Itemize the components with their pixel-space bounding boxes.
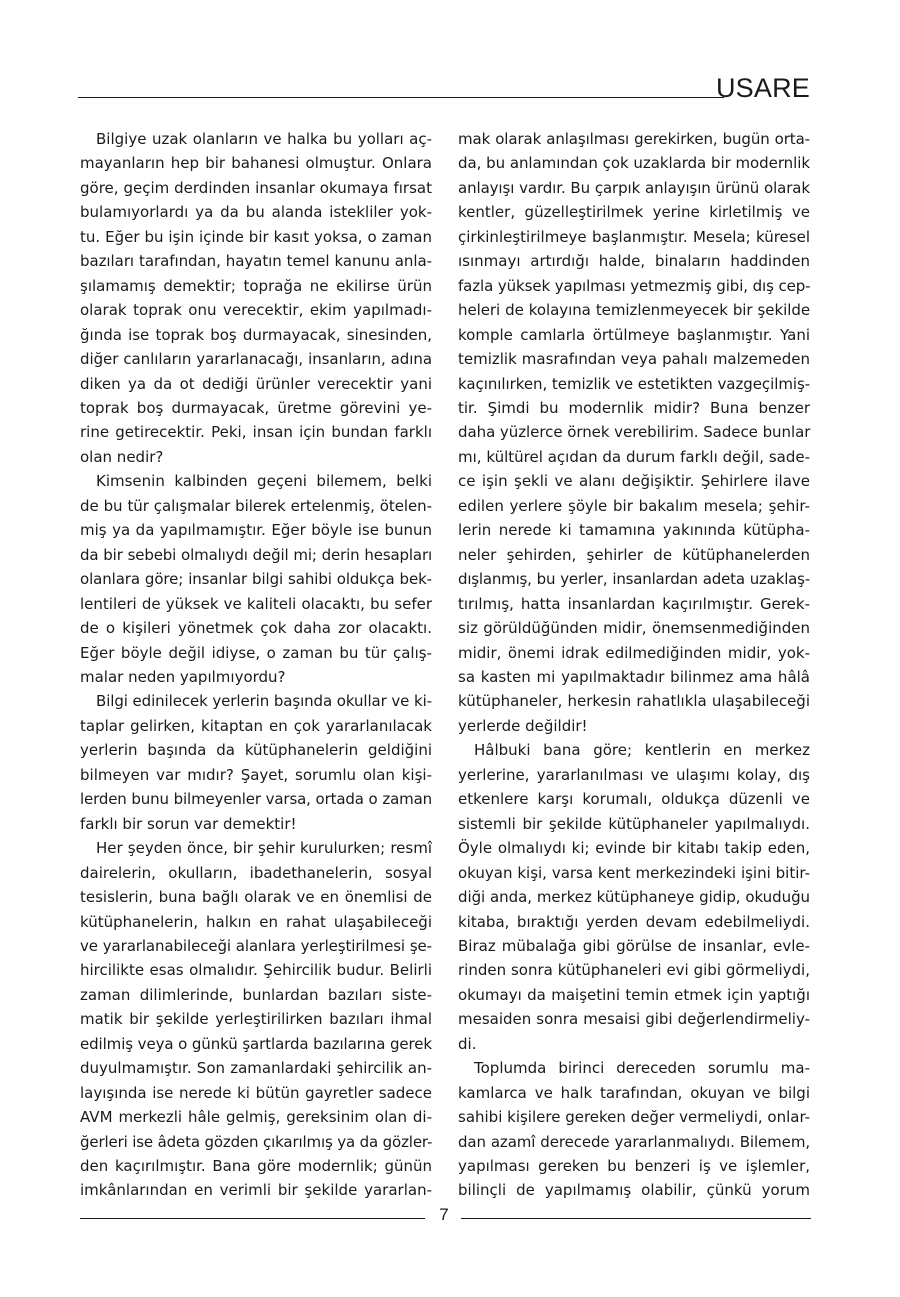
text-line: dışlanmış, bu yerler, insanlardan adeta uzaklaş- [458,570,810,589]
journal-title: USARE [715,73,810,103]
text-line: layışında ise nerede ki bütün gayretler sadece [80,1083,432,1102]
text-line: neler şehirden, şehirler de kütüphanelerden [458,545,810,564]
text-line: yapılması gereken bu benzeri iş ve işlemler, [458,1157,810,1176]
text-line: okumayı da maişetini temin etmek için yaptığı [458,985,810,1004]
text-line: kütüphanelerin, halkın en rahat ulaşabileceği [80,912,432,931]
text-line: edilen yerlere şöyle bir bakalım mesela; şehir- [458,496,810,515]
text-line: yerlerine, yararlanılması ve ulaşımı kolay, dış [458,765,810,784]
text-line: diğer canlıların yararlanacağı, insanların, adına [80,350,432,369]
text-line: AVM merkezli hâle gelmiş, gereksinim olan di- [80,1108,432,1127]
text-line: di. [458,1034,477,1053]
text-line: okuyan kişi, varsa kent merkezindeki işini bitir- [458,863,810,882]
right-column [458,127,810,1203]
text-line: şılamamış demektir; toprağa ne ekilirse ürün [80,276,432,295]
text-line: anlayışı vardır. Bu çarpık anlayışın ürünü olarak [458,178,810,197]
text-line: bulamıyorlardı ya da bu alanda istekliler yok- [80,203,432,222]
page-header [0,0,900,110]
text-line: rine getirecektir. Peki, insan için bundan farklı [80,423,432,442]
text-line: sa kasten mi yapılmaktadır bilinmez ama hâlâ [458,667,810,686]
text-line: diken ya da ot dediği ürünler verecektir yani [80,374,432,393]
text-line: kitaba, bıraktığı yerden devam edebilmeliydi. [458,912,810,931]
text-line: Bilgiye uzak olanların ve halka bu yolları aç- [96,130,432,148]
text-line: miş ya da yapılmamıştır. Eğer böyle ise bunun [80,521,432,540]
text-line: duyulmamıştır. Son zamanlardaki şehircilik an- [80,1059,432,1078]
text-line: de o kişileri yönetmek çok daha zor olacaktı. [80,619,432,638]
text-line: malar neden yapılmıyordu? [80,667,286,686]
text-line: da bir sebebi olmalıydı değil mi; derin hesapları [80,545,432,564]
text-line: lerin nerede ki tamamına yakınında kütüpha- [458,521,810,540]
left-column [80,127,432,1203]
text-line: komple camlarla örtülmeye başlanmıştır. Yani [458,325,810,344]
text-line: Hâlbuki bana göre; kentlerin en merkez [474,741,810,760]
text-line: bilinçli de yapılmamış olabilir, çünkü yorum [458,1181,810,1200]
page-number: 7 [439,1205,449,1224]
text-line: toprak boş durmayacak, üretme görevini ye- [80,398,432,417]
text-line: dairelerin, okulların, ibadethanelerin, sosyal [80,863,432,882]
text-line: midir, önemi idrak edilmediğinden midir, yok- [458,643,810,662]
text-line: tu. Eğer bu işin içinde bir kasıt yoksa, o zaman [80,227,432,246]
text-line: tırılmış, hatta insanlardan kaçırılmıştır. Gerek- [458,594,810,613]
text-line: diği anda, merkez kütüphaneye gidip, okuduğu [458,888,810,907]
text-line: etkenlere karşı korumalı, oldukça düzenli ve [458,790,810,809]
text-line: çirkinleştirilmeye başlanmıştır. Mesela; küresel [458,227,810,246]
text-line: Kimsenin kalbinden geçeni bilemem, belki [96,472,432,491]
text-line: sistemli bir şekilde kütüphaneler yapılmalıydı. [458,814,810,833]
text-line: yerlerin başında da kütüphanelerin geldiğini [80,741,432,760]
text-line: fazla yüksek yapılması yetmezmiş gibi, dış cep- [458,276,811,295]
text-line: temizlik masrafından veya pahalı malzemeden [458,350,810,369]
text-line: tir. Şimdi bu modernlik midir? Buna benzer [458,398,810,417]
text-line: farklı bir sorun var demektir! [80,814,297,833]
text-line: yerlerde değildir! [458,716,588,735]
text-line: taplar gelirken, kitaptan en çok yararlanılacak [80,716,432,735]
header-rule [78,97,724,98]
text-line: olan nedir? [80,447,164,466]
text-line: rinden sonra kütüphaneleri evi gibi görmeliydi, [458,961,810,980]
text-line: tesislerin, buna bağlı olarak ve en önemlisi de [80,888,432,907]
text-line: edilmiş veya o günkü şartlarda bazılarına gerek [80,1034,432,1053]
text-line: bazıları tarafından, hayatın temel kanunu anla- [80,252,432,271]
text-line: sahibi kişilere gereken değer vermeliydi, onlar- [458,1108,811,1127]
text-line: kütüphaneler, herkesin rahatlıkla ulaşabileceği [458,692,810,711]
text-line: hircilikte esas olmalıdır. Şehircilik budur. Belirli [80,961,432,980]
text-line: ve yararlanabileceği alanlara yerleştirilmesi şe- [80,936,432,955]
text-line: ısınmayı artırdığı halde, binaların haddinden [458,252,810,271]
text-line: göre, geçim derdinden insanlar okumaya fırsat [80,178,432,197]
text-line: den kaçırılmıştır. Bana göre modernlik; günün [80,1157,432,1176]
text-line: olarak toprak onu verecektir, ekim yapılmadı- [80,301,432,320]
text-line: ğerleri ise âdeta gözden çıkarılmış ya da gözler- [80,1132,433,1151]
footer-rule-left [80,1218,425,1219]
text-line: mayanların hep bir bahanesi olmuştur. Onlara [80,154,432,173]
text-line: zaman dilimlerinde, bunlardan bazıları siste- [80,985,432,1004]
text-line: ğında ise toprak boş durmayacak, sinesinden, [80,325,432,344]
text-line: lentileri de yüksek ve kaliteli olacaktı, bu sefer [80,594,432,613]
text-line: da, bu anlamından çok uzaklarda bir modernlik [458,154,810,173]
text-line: matik bir şekilde yerleştirilirken bazıları ihmal [80,1010,432,1029]
text-line: mesaiden sonra mesaisi gibi değerlendirmeliy- [458,1010,810,1029]
text-line: Toplumda birinci dereceden sorumlu ma- [474,1059,810,1078]
text-line: bilmeyen var mıdır? Şayet, sorumlu olan kişi- [80,765,432,784]
text-line: dan azamî derecede yararlanmalıydı. Bilemem, [458,1132,810,1151]
text-line: Eğer böyle değil idiyse, o zaman bu tür çalış- [80,643,432,662]
text-line: de bu tür çalışmalar bilerek ertelenmiş, ötelen- [80,496,432,515]
text-line: heleri de kolayına temizlenmeyecek bir şekilde [458,301,810,320]
text-line: daha yüzlerce örnek verebilirim. Sadece bunlar [458,423,811,442]
text-line: Biraz mübalağa gibi görülse de insanlar, evle- [458,936,810,955]
text-line: kaçınılırken, temizlik ve estetikten vazgeçilmiş- [458,374,811,393]
text-line: olanlara göre; insanlar bilgi sahibi oldukça bek- [80,570,432,589]
text-line: kamlarca ve halk tarafından, okuyan ve bilgi [458,1083,810,1102]
text-line: ce işin şekli ve alanı değişiktir. Şehirlere ilave [458,472,810,491]
text-line: lerden bunu bilmeyenler varsa, ortada o zaman [80,790,432,809]
text-line: imkânlarından en verimli bir şekilde yararlan- [80,1181,432,1200]
text-line: Öyle olmalıydı ki; evinde bir kitabı takip eden, [458,839,810,858]
text-line: kentler, güzelleştirilmek yerine kirletilmiş ve [458,203,810,222]
footer-rule-right [461,1218,811,1219]
text-line: Her şeyden önce, bir şehir kurulurken; resmî [96,839,432,858]
text-line: mak olarak anlaşılması gerekirken, bugün orta- [458,130,810,148]
text-line: mı, kültürel açıdan da durum farklı değil, sade- [458,447,810,466]
text-line: Bilgi edinilecek yerlerin başında okullar ve ki- [96,692,432,711]
text-line: siz görüldüğünden midir, önemsenmediğinden [458,619,810,638]
